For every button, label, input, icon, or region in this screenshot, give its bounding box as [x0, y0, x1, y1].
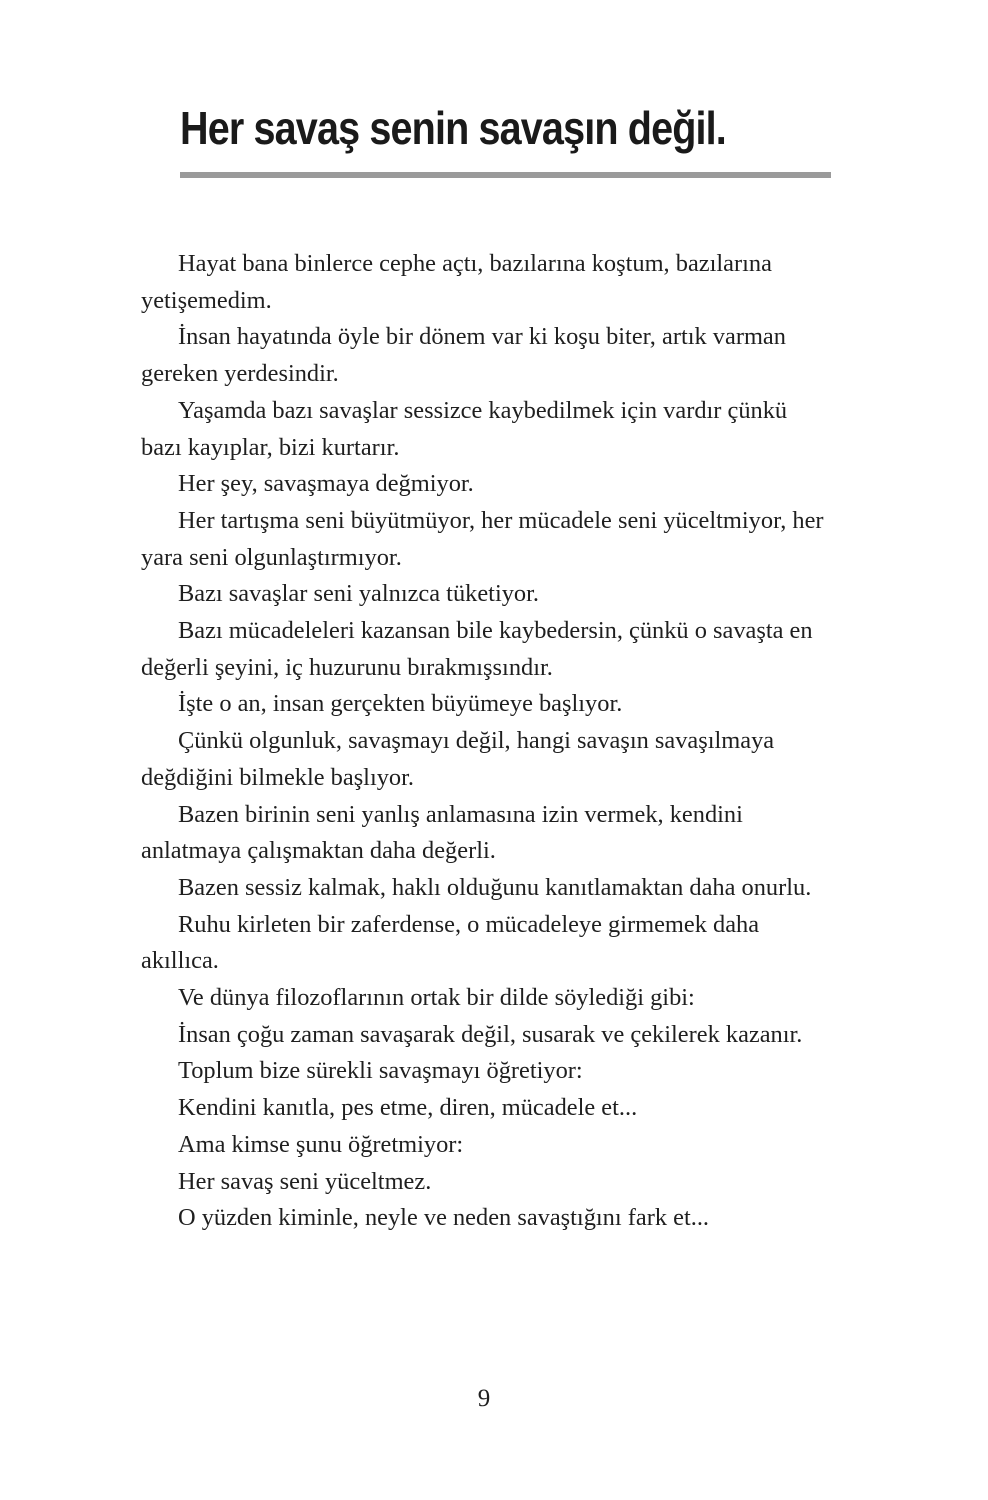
paragraph: Her şey, savaşmaya değmiyor.: [178, 470, 474, 498]
paragraph: Bazen birinin seni yanlış anlamasına izin vermek, kendini anlatmaya çalışmaktan daha değerli.: [141, 800, 743, 865]
chapter-body: [141, 246, 831, 1237]
paragraph: Bazen sessiz kalmak, haklı olduğunu kanıtlamaktan daha onurlu.: [178, 873, 812, 901]
title-divider: [180, 172, 831, 178]
paragraph: Toplum bize sürekli savaşmayı öğretiyor:: [178, 1057, 583, 1085]
paragraph: Bazı savaşlar seni yalnızca tüketiyor.: [178, 580, 539, 608]
paragraph: Her savaş seni yüceltmez.: [178, 1167, 432, 1195]
paragraph: Yaşamda bazı savaşlar sessizce kaybedilmek için vardır çünkü bazı kayıplar, bizi kurtarır.: [141, 396, 788, 461]
page-number: 9: [477, 1385, 491, 1412]
paragraph: O yüzden kiminle, neyle ve neden savaştığını fark et...: [178, 1204, 710, 1232]
paragraph: Çünkü olgunluk, savaşmayı değil, hangi savaşın savaşılmaya değdiğini bilmekle başlıyor.: [141, 727, 775, 791]
paragraph: Ama kimse şunu öğretmiyor:: [178, 1130, 464, 1158]
paragraph: Kendini kanıtla, pes etme, diren, mücadele et...: [178, 1094, 638, 1122]
paragraph: Bazı mücadeleleri kazansan bile kaybedersin, çünkü o savaşta en değerli şeyini, iç huzurunu bırakmışsındır.: [141, 617, 813, 681]
paragraph: İnsan hayatında öyle bir dönem var ki koşu biter, artık varman gereken yerdesindir.: [141, 323, 786, 388]
paragraph: İşte o an, insan gerçekten büyümeye başlıyor.: [178, 690, 623, 718]
chapter-title: Her savaş senin savaşın değil.: [180, 102, 726, 154]
paragraph: Ve dünya filozoflarının ortak bir dilde söylediği gibi:: [178, 984, 695, 1012]
paragraph: Her tartışma seni büyütmüyor, her mücadele seni yüceltmiyor, her yara seni olgunlaştırmıyor.: [141, 506, 824, 571]
paragraph: İnsan çoğu zaman savaşarak değil, susarak ve çekilerek kazanır.: [178, 1020, 803, 1048]
paragraph: Hayat bana binlerce cephe açtı, bazılarına koştum, bazılarına yetişemedim.: [141, 250, 772, 314]
paragraph: Ruhu kirleten bir zaferdense, o mücadeleye girmemek daha akıllıca.: [141, 910, 760, 975]
